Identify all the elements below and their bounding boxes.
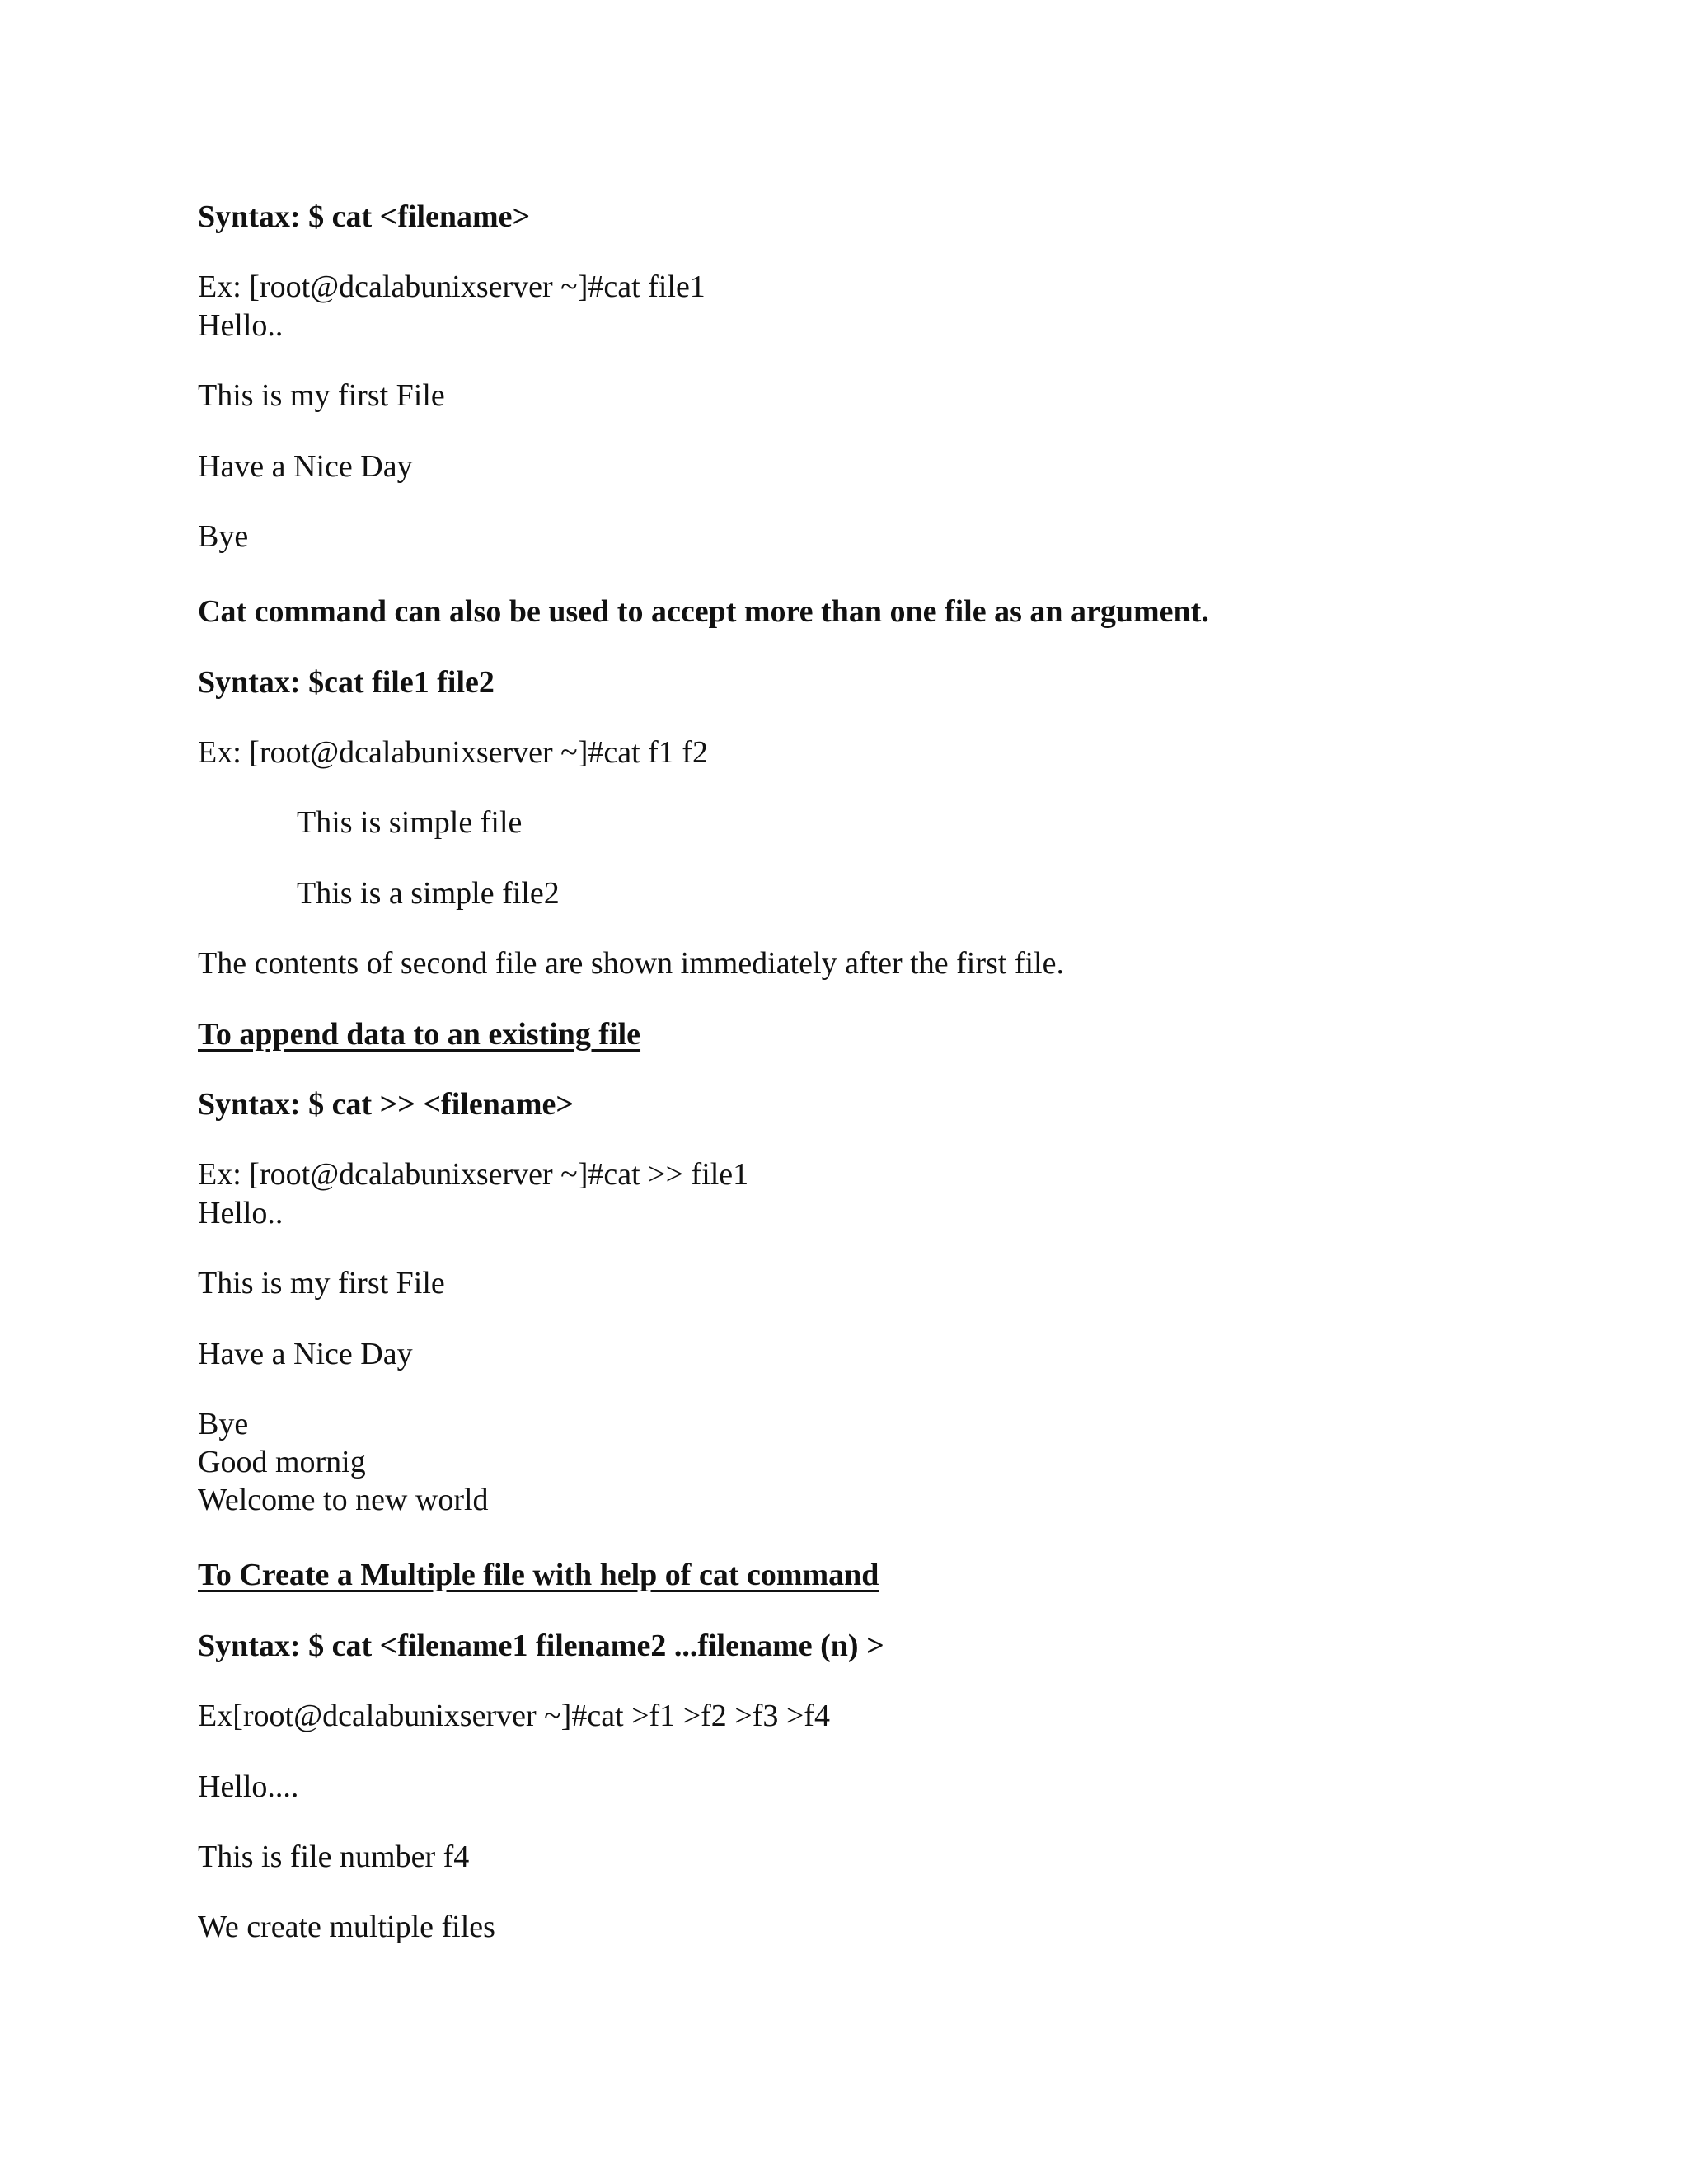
output-line: Hello.... (198, 1769, 299, 1804)
example-cat-f1-f2: Ex: [root@dcalabunixserver ~]#cat f1 f2 (198, 735, 708, 770)
example-cat-file1: Ex: [root@dcalabunixserver ~]#cat file1 (198, 269, 706, 304)
output-line: Hello.. (198, 1196, 284, 1230)
output-line: Have a Nice Day (198, 449, 413, 484)
output-line: Good mornig (198, 1445, 366, 1479)
syntax-cat-file1-file2: Syntax: $cat file1 file2 (198, 665, 495, 700)
output-line: This is my first File (198, 378, 445, 413)
output-line: Welcome to new world (198, 1483, 489, 1517)
syntax-cat-append: Syntax: $ cat >> <filename> (198, 1087, 574, 1122)
example-cat-multiple: Ex[root@dcalabunixserver ~]#cat >f1 >f2 >f3 >f4 (198, 1699, 830, 1733)
multiple-file-note: Cat command can also be used to accept more than one file as an argument. (198, 594, 1209, 629)
output-line: Have a Nice Day (198, 1337, 413, 1371)
output-line: Bye (198, 519, 249, 554)
syntax-cat-multiple: Syntax: $ cat <filename1 filename2 ...filename (n) > (198, 1629, 884, 1663)
output-line: This is a simple file2 (297, 876, 560, 911)
output-line: This is simple file (297, 805, 523, 840)
output-line: We create multiple files (198, 1910, 495, 1944)
output-line: Hello.. (198, 308, 284, 343)
output-line: Bye (198, 1407, 249, 1441)
example-cat-append: Ex: [root@dcalabunixserver ~]#cat >> file1 (198, 1157, 749, 1192)
syntax-cat-filename: Syntax: $ cat <filename> (198, 199, 531, 234)
explanation-text: The contents of second file are shown immediately after the first file. (198, 946, 1064, 981)
section-heading-append: To append data to an existing file (198, 1017, 641, 1052)
output-line: This is my first File (198, 1266, 445, 1301)
output-line: This is file number f4 (198, 1840, 470, 1874)
section-heading-create-multiple: To Create a Multiple file with help of cat command (198, 1558, 879, 1592)
